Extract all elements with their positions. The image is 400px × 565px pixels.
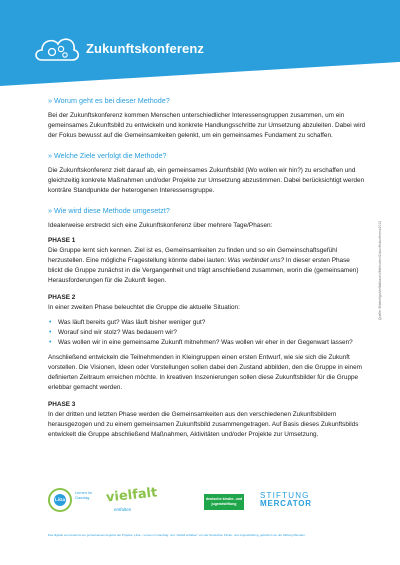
list-item: • Was läuft bereits gut? Was läuft bisher weniger gut? bbox=[58, 318, 366, 328]
phase3-text: In der dritten und letzten Phase werden die Gemeinsamkeiten aus den verschiedenen Zukunftsbildern herausgezogen und zu einem gemeinsamen Zukunftsbild zusammengetragen. Auf Basis dieses Zukunftsbilds entwickelt die Gruppe abschließend Maßnahmen, Aktivitäten und/oder Projekte zur Umsetzung. bbox=[48, 411, 359, 438]
page-title: Zukunftskonferenz bbox=[86, 41, 204, 56]
section-question-method: » Worum geht es bei dieser Methode? bbox=[48, 96, 170, 105]
liga-logo bbox=[48, 488, 72, 512]
liga-logo-text: Lernen im Ganztag bbox=[75, 491, 92, 500]
section-question-implementation: » Wie wird diese Methode umgesetzt? bbox=[48, 206, 170, 215]
phase1-text: Die Gruppe lernt sich kennen. Ziel ist es, Gemeinsamkeiten zu finden und so ein Gemeinschaftsgefühl herzustellen. Eine mögliche Fragestellung könnte dabei lauten: Was verbindet uns? In dieser ersten Phase blickt die Gruppe zunächst in die Vergangenheit und trägt anschließend zusammen, worin die (gemeinsamen) Herausforderungen für die Zukunft liegen. bbox=[48, 247, 359, 284]
phase2-text: Anschließend entwickeln die Teilnehmenden in Kleingruppen einen ersten Entwurf, wie sie sich die Zukunft vorstellen. Die Visionen, Ideen oder Vorstellungen sollen dabei den Zustand abbilden, den die Gruppe in einem definierten Zeitraum erreichen möchte. In kreativen Inszenierungen sollen diese Zukunftsbilder für die Gruppe erlebbar gemacht werden. bbox=[48, 354, 362, 391]
stiftung-mercator-logo bbox=[260, 492, 312, 508]
djs-logo: deutsche kinder- und jugendstiftung bbox=[204, 494, 244, 510]
footer-note: Das digitale Lernmodul ist ein gemeinsames Angebot der Projekte „LiGa – Lernen im Ganztag“ und „Vielfalt entfalten“ von der Deutschen Kinder- und Jugendstiftung, gefördert von der Stiftung Mercator. bbox=[48, 533, 306, 537]
logo-bar bbox=[48, 486, 368, 520]
vielfalt-logo: vielfalt bbox=[105, 485, 158, 506]
phase3-title: PHASE 3 bbox=[48, 401, 76, 408]
cloud-gears-icon bbox=[32, 30, 80, 66]
section-text-method: Bei der Zukunftskonferenz kommen Menschen unterschiedlicher Interessensgruppen zusammen, um ein gemeinsames Zukunftsbild zu entwickeln und konkrete Handlungsschritte zur Umsetzung abzuleiten. Dabei wird der Fokus bewusst auf die Gemeinsamkeiten gelenkt, um ein gemeinsames Fundament zu schaffen. bbox=[48, 112, 366, 139]
phase2-intro: In einer zweiten Phase beleuchtet die Gruppe die aktuelle Situation: bbox=[48, 304, 240, 311]
vielfalt-logo-sub: entfalten bbox=[114, 507, 132, 512]
section-text-goals: Die Zukunftskonferenz zielt darauf ab, ein gemeinsames Zukunftsbild (Wo wollen wir hin?) zu erschaffen und gleichzeitig konkrete Maßnahmen und/oder Projekte zur Umsetzung abzustimmen. Dabei berücksichtigt werden konträre Standpunkte der heterogenen Interessensgruppe. bbox=[48, 167, 365, 194]
phase1-title: PHASE 1 bbox=[48, 237, 76, 244]
phase2-bullet-list bbox=[48, 318, 366, 348]
phase1-question: Was verbindet uns? bbox=[227, 257, 285, 264]
phase2-title: PHASE 2 bbox=[48, 294, 76, 301]
list-item: • Was wollen wir in eine gemeinsame Zukunft mitnehmen? Was wollen wir eher in der Gegenwart lassen? bbox=[58, 338, 366, 348]
source-note: Quelle: Bibtext/go/vielfaltbauen/Methoden/Zukunftskonferenz2012 bbox=[378, 220, 382, 320]
list-item: • Worauf sind wir stolz? Was bedauern wir? bbox=[58, 328, 366, 338]
section-question-goals: » Welche Ziele verfolgt die Methode? bbox=[48, 151, 167, 160]
stiftung-label: STIFTUNG bbox=[260, 491, 310, 500]
main-content bbox=[48, 96, 366, 440]
liga-logo-label: LiGa bbox=[54, 494, 66, 506]
implementation-intro: Idealerweise erstreckt sich eine Zukunftskonferenz über mehrere Tage/Phasen: bbox=[48, 222, 273, 229]
mercator-label: MERCATOR bbox=[260, 499, 312, 508]
